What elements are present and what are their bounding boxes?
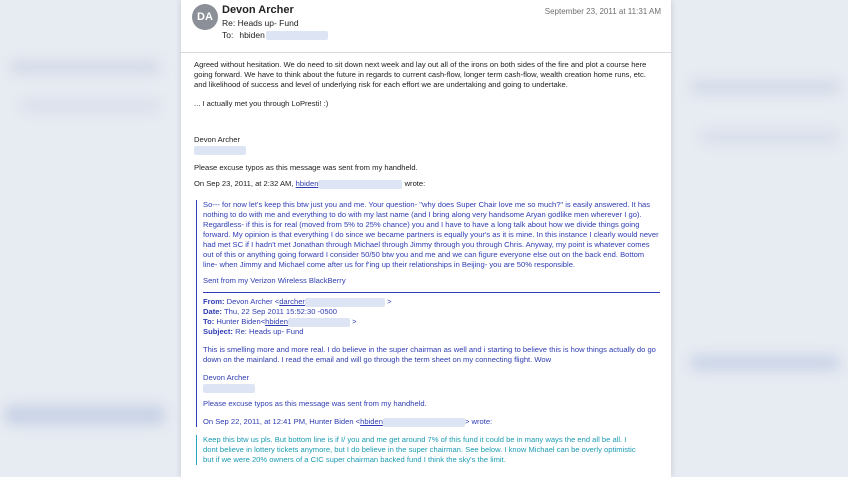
reply2-email-link[interactable]: hbiden (360, 417, 383, 426)
fwd-from-label: From: (203, 297, 225, 306)
email-header (181, 0, 671, 53)
reply1-header (194, 179, 656, 189)
quote1-text: So--- for now let's keep this btw just you and me. Your question- "why does Super Chair love me so much?" is easily answered. It has nothing to do with me and everything to do with my last name (and I bring along very handsome Aryan godlike men wherever I go). Regardless- if this is for real (moved from 5% to 25% chance) you and I have to have a long talk about how we divide things going forward. My opinion is that everything I do since we became partners is equally your's as it is mine. In this instance I clearly would never had met SC if I hadn't met Jonathan through Michael through Jimmy through you through Chris. Anyway, my point is whatever comes out of this or anything going forward I consider 50/50 btw you and me and we can figure everyone else out on the back end. Bottom line- when Jimmy and Michael come after us for f'ing up their relationships in Beijing- you are 50% responsible. (203, 200, 659, 269)
signature-name: Devon Archer (194, 134, 241, 144)
quoted-message-2 (196, 435, 643, 465)
email-date: September 23, 2011 at 11:31 AM (544, 7, 661, 16)
reply1-header-text: On Sep 23, 2011, at 2:32 AM, (194, 179, 294, 189)
to-label: To: (222, 30, 234, 40)
background-blur-left-2 (20, 100, 160, 112)
background-blur-right-3 (690, 355, 840, 371)
reply2-header (203, 417, 660, 427)
fwd-to-row: To: Hunter Biden<hbiden > (203, 317, 357, 326)
quoted-message-1 (196, 200, 660, 427)
divider (203, 292, 660, 293)
redaction (288, 318, 350, 327)
fwd-to: Hunter Biden< (216, 317, 266, 326)
to-row (222, 30, 328, 40)
redaction (383, 418, 465, 427)
fwd-date-row (203, 307, 660, 317)
redaction (266, 31, 328, 40)
body-paragraph-2: ... I actually met you through LoPresti! :) (194, 98, 329, 108)
quote2-text: Keep this btw us pls. But bottom line is if I/ you and me get around 7% of this fund it could be in many ways the end all be all. I dont believe in lottery tickets anymore, but I do believe in the super chairman. See below. I know Michael can be overly optimistic but if we were 20% owners of a CIC super chairman backed fund I think the sky's the limit. (203, 435, 636, 464)
fwd-from: Devon Archer < (226, 297, 280, 306)
quote1-typo-note: Please excuse typos as this message was sent from my handheld. (203, 399, 427, 408)
background-blur-left-3 (5, 405, 165, 425)
redaction (194, 146, 246, 155)
quote1-sent-from: Sent from my Verizon Wireless BlackBerry (203, 276, 346, 285)
email-page (181, 0, 671, 477)
fwd-subject-label: Subject: (203, 327, 233, 336)
reply2-wrote: > wrote: (464, 417, 493, 426)
avatar: DA (192, 4, 218, 30)
fwd-from-link[interactable]: darcher (279, 297, 305, 306)
reply1-email-link[interactable]: hbiden (295, 179, 319, 189)
background-blur-left (10, 60, 160, 74)
background-blur-right (690, 80, 840, 94)
fwd-date: Thu, 22 Sep 2011 15:52:30 -0500 (223, 307, 337, 316)
background-blur-right-2 (700, 130, 840, 144)
reply1-wrote: wrote: (404, 179, 426, 189)
quote1-signature: Devon Archer (203, 373, 250, 382)
fwd-from-row: From: Devon Archer <darcher > (203, 297, 392, 306)
sender-name: Devon Archer (222, 4, 294, 16)
fwd-to-label: To: (203, 317, 215, 326)
email-body (194, 60, 656, 190)
fwd-date-label: Date: (203, 307, 222, 316)
redaction (305, 298, 385, 307)
reply2-header-text: On Sep 22, 2011, at 12:41 PM, Hunter Biden < (203, 417, 361, 426)
body-paragraph-1: Agreed without hesitation. We do need to sit down next week and lay out all of the irons on both sides of the fire and plot a course here going forward. We have to think about the future in regards to current cash-flow, longer term cash-flow, wealth creation home runs, etc. and likelihood of success and level of underlying risk for each effort we are undertaking and going to undertake. (194, 60, 647, 90)
email-subject: Re: Heads up- Fund (222, 18, 299, 28)
fwd-subject-row (203, 327, 660, 337)
redaction (318, 180, 402, 189)
to-value: hbiden (239, 30, 265, 40)
quote1-body2: This is smelling more and more real. I do believe in the super chairman as well and i starting to believe this is how things actually do go down on the mainland. I read the email and will go through the term sheet on my connecting flight. Wow (203, 345, 656, 364)
fwd-to-link[interactable]: hbiden (265, 317, 288, 326)
redaction (203, 384, 255, 393)
typo-note: Please excuse typos as this message was sent from my handheld. (194, 163, 418, 173)
fwd-subject: Re: Heads up- Fund (235, 327, 304, 336)
